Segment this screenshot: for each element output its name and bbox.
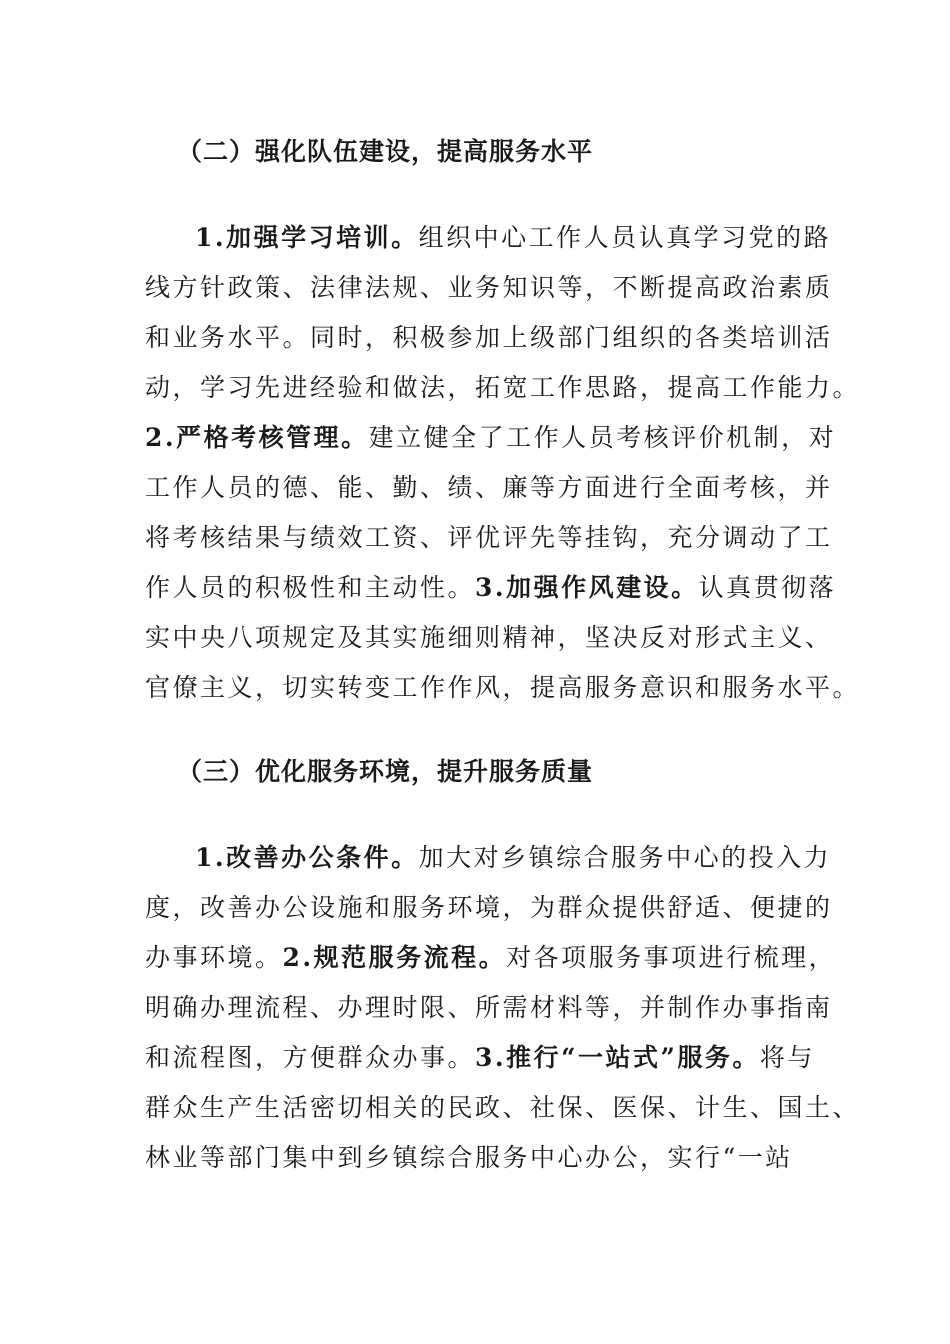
text-line: 办事环境。2.规范服务流程。对各项服务事项进行梳理， xyxy=(145,943,837,972)
text-line: 度，改善办公设施和服务环境，为群众提供舒适、便捷的 xyxy=(145,893,833,922)
text-line: 将考核结果与绩效工资、评优评先等挂钩，充分调动了工 xyxy=(145,523,833,552)
text-line: 和流程图，方便群众办事。3.推行“一站式”服务。将与 xyxy=(145,1043,815,1072)
item-lead: 3.推行“一站式”服务。 xyxy=(475,1043,760,1072)
section-heading-2: （二）强化队伍建设，提高服务水平 xyxy=(177,137,594,166)
text-line: 实中央八项规定及其实施细则精神，坚决反对形式主义、 xyxy=(145,623,833,652)
item-lead: 2.规范服务流程。 xyxy=(282,943,507,972)
text-line: 林业等部门集中到乡镇综合服务中心办公，实行“一站 xyxy=(145,1143,793,1172)
text-line: 动，学习先进经验和做法，拓宽工作思路，提高工作能力。 xyxy=(145,373,861,402)
item-lead: 2.严格考核管理。 xyxy=(145,423,369,452)
paragraph-service-environment xyxy=(145,833,861,1183)
text-line: 工作人员的德、能、勤、绩、廉等方面进行全面考核，并 xyxy=(145,473,833,502)
item-lead: 1.加强学习培训。 xyxy=(195,223,419,252)
text-line: 群众生产生活密切相关的民政、社保、医保、计生、国土、 xyxy=(145,1093,861,1122)
text-line: 线方针政策、法律法规、业务知识等，不断提高政治素质 xyxy=(145,273,833,302)
text-line: 官僚主义，切实转变工作作风，提高服务意识和服务水平。 xyxy=(145,673,861,702)
text-line: 2.严格考核管理。建立健全了工作人员考核评价机制，对 xyxy=(145,423,837,452)
paragraph-team-building xyxy=(145,213,861,713)
text-line: 和业务水平。同时，积极参加上级部门组织的各类培训活 xyxy=(145,323,833,352)
text-line: 1.加强学习培训。组织中心工作人员认真学习党的路 xyxy=(195,223,832,252)
item-lead: 3.加强作风建设。 xyxy=(475,573,699,602)
item-lead: 1.改善办公条件。 xyxy=(195,843,419,872)
section-heading-3: （三）优化服务环境，提升服务质量 xyxy=(177,757,594,786)
text-line: 作人员的积极性和主动性。3.加强作风建设。认真贯彻落 xyxy=(145,573,837,602)
text-line: 1.改善办公条件。加大对乡镇综合服务中心的投入力 xyxy=(195,843,832,872)
text-line: 明确办理流程、办理时限、所需材料等，并制作办事指南 xyxy=(145,993,833,1022)
